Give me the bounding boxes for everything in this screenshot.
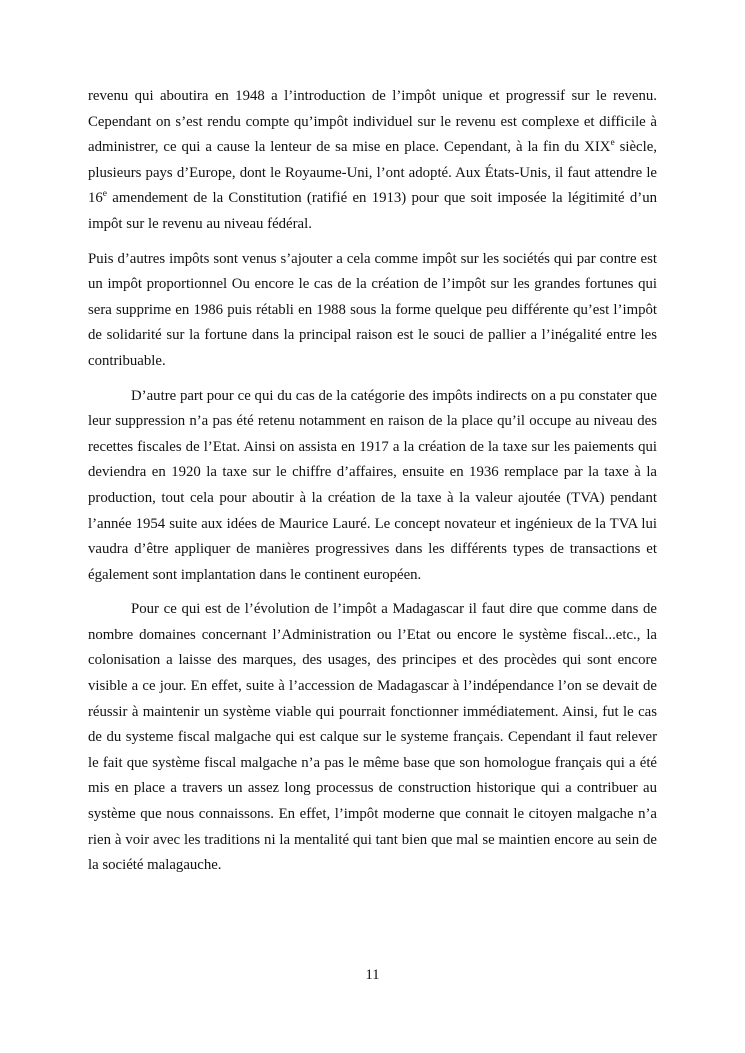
text-run: Puis d’autres impôts sont venus s’ajouter a cela comme impôt sur les sociétés qui par contre est un impôt proportionnel Ou encore le cas de la création de l’impôt sur les grandes fortunes qui sera supprime en 1986 puis rétabli en 1988 sous la forme quelque peu différente qu’est l’impôt de solidarité sur la fortune dans la principal raison est le souci de pallier a l’inégalité entre les contribuable.	[88, 250, 657, 369]
paragraph	[88, 84, 657, 238]
text-run: Pour ce qui est de l’évolution de l’impôt a Madagascar il faut dire que comme dans de nombre domaines concernant l’Administration ou l’Etat ou encore le système fiscal...etc., la colonisation a laisse des marques, des usages, des principes et des procèdes qui sont encore visible a ce jour. En effet, suite à l’accession de Madagascar à l’indépendance l’on se devait de réussir à maintenir un système viable qui pourrait fonctionner immédiatement. Ainsi, fut le cas de du systeme fiscal malgache qui est calque sur le systeme français. Cependant il faut relever le fait que système fiscal malgache n’a pas le même base que son homologue français qui a été mis en place a travers un assez long processus de construction historique qui a contribuer au système que nous connaissons. En effet, l’impôt moderne que connait le citoyen malgache n’a rien à voir avec les traditions ni la mentalité qui tant bien que mal se maintien encore au sein de la société malagauche.	[88, 601, 657, 874]
text-run: revenu qui aboutira en 1948 a l’introduction de l’impôt unique et progressif sur le revenu. Cependant on s’est rendu compte qu’impôt individuel sur le revenu est complexe et difficile à administrer, ce qui a cause la lenteur de sa mise en place. Cependant, à la fin du XIX	[88, 88, 657, 156]
paragraph	[88, 384, 657, 589]
superscript-text: e	[610, 138, 615, 149]
page-body-text	[88, 84, 657, 888]
text-run: D’autre part pour ce qui du cas de la catégorie des impôts indirects on a pu constater que leur suppression n’a pas été retenu notamment en raison de la place qu’il occupe au niveau des recettes fiscales de l’Etat. Ainsi on assista en 1917 a la création de la taxe sur les paiements qui deviendra en 1920 la taxe sur le chiffre d’affaires, ensuite en 1936 remplace par la taxe à la production, tout cela pour aboutir à la création de la taxe à la valeur ajoutée (TVA) pendant l’année 1954 suite aux idées de Maurice Lauré. Le concept novateur et ingénieux de la TVA lui vaudra d’être appliquer de manières progressives dans les différents types de transactions et également sont implantation dans le continent européen.	[88, 387, 657, 583]
paragraph	[88, 247, 657, 375]
text-run: siècle, plusieurs pays d’Europe, dont le Royaume-Uni, l’ont adopté. Aux États-Unis, il faut attendre le 16	[88, 139, 657, 207]
text-run: amendement de la Constitution (ratifié en 1913) pour que soit imposée la légitimité d’un impôt sur le revenu au niveau fédéral.	[88, 190, 657, 232]
superscript-text: e	[102, 189, 108, 200]
paragraph	[88, 597, 657, 879]
page-number: 11	[365, 967, 380, 983]
